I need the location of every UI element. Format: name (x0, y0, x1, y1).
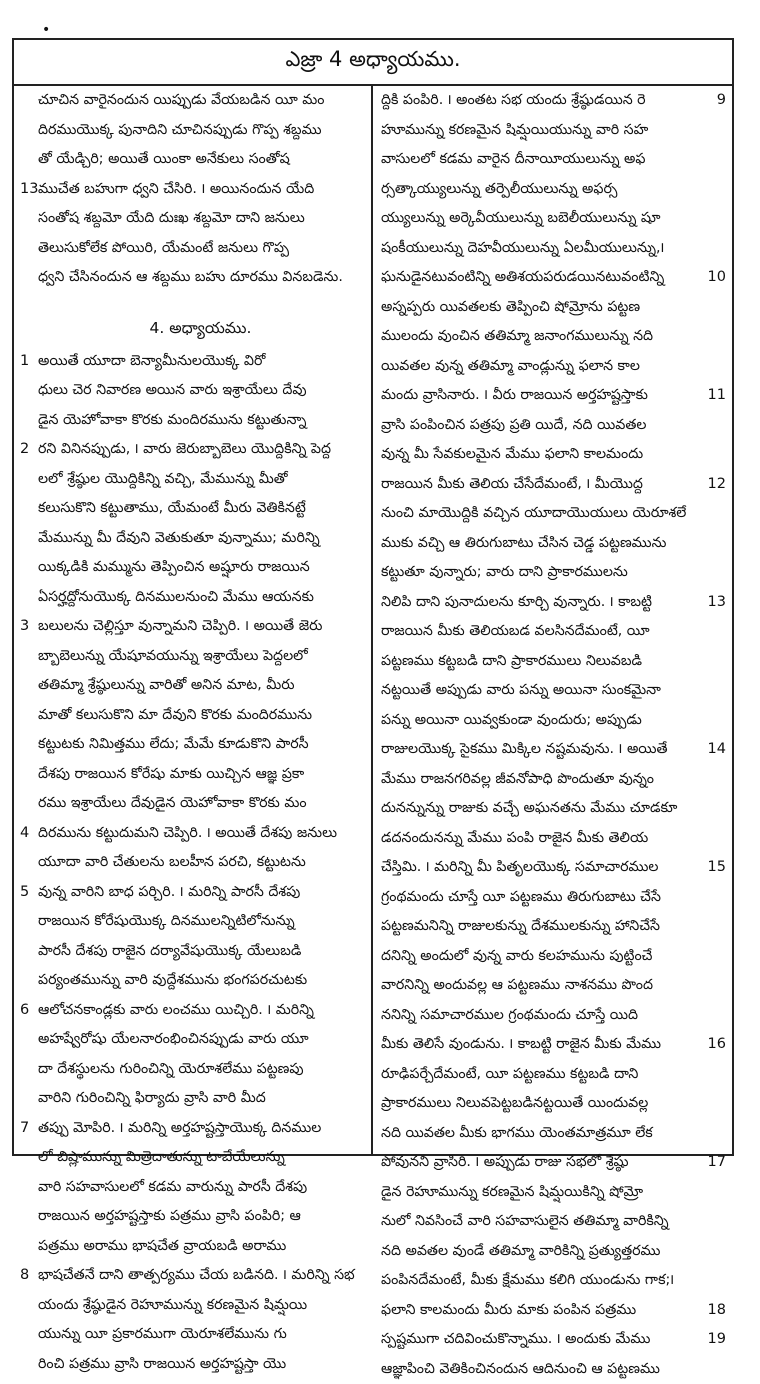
text-line (38, 263, 363, 293)
verse-number: 6 (20, 996, 29, 1026)
line-text: రూఢిపర్చేదేమంటే, యీ పట్టణము కట్టబడి దాని (381, 1066, 638, 1082)
text-line (381, 558, 702, 588)
verse-number: 9 (717, 86, 726, 116)
line-text: పట్టణమనిన్ని రాజులకున్ను దేశములకున్ను హానిచేసే (381, 918, 660, 934)
line-text: వారనిన్ని అందువల్ల ఆ పట్టణము నాశనము పొంద (381, 977, 653, 993)
verse-number: 16 (708, 1030, 726, 1060)
line-text: నది అవతల వుండే తతిమ్మా వారికిన్ని ప్రత్యుత్తరము (381, 1243, 660, 1259)
line-text: య్యులున్ను అర్కెవీయులున్ను బబెలీయులున్ను షూ (381, 210, 661, 226)
running-title: ఎజ్రా 4 అధ్యాయము. (285, 47, 460, 77)
verse-number: 17 (708, 1148, 726, 1178)
text-line (38, 1025, 363, 1055)
verse-number: 18 (708, 1296, 726, 1326)
text-line (381, 617, 702, 647)
text-line (381, 1119, 702, 1149)
line-text: కట్టుటకు నిమిత్తము లేదు; మేమే కూడుకొని పారసీ (38, 736, 309, 752)
text-line (38, 175, 363, 205)
text-line (381, 116, 702, 146)
text-line (381, 706, 702, 736)
line-text: యివతల వున్న తతిమ్మా వాండ్లున్ను ఫలాన కాల (381, 358, 640, 374)
page-mark: • (42, 22, 50, 38)
line-text: వారి సహవాసులలో కడమ వారున్ను పారసీ దేశపు (38, 1179, 307, 1195)
line-text: అయితే యూదా బెన్యామీనులయొక్క విరో (38, 353, 265, 369)
line-text: ధ్వని చేసినందున ఆ శబ్దము బహు దూరము వినబడెను. (38, 269, 343, 285)
line-text: ములందు వుంచిన తతిమ్మా జనాంగములున్ను నది (381, 328, 653, 344)
text-line (381, 942, 702, 972)
line-text: కలుసుకొని కట్టుతాము, యేమంటే మీరు వెతికినట్టే (38, 500, 306, 516)
text-line (38, 116, 363, 146)
text-line (38, 819, 363, 849)
text-line (381, 676, 702, 706)
verse-number: 7 (20, 1114, 29, 1144)
line-text: పోవునని వ్రాసిరి. ౹ అప్పుడు రాజు సభలో శ్రేష్ఠు (381, 1154, 629, 1170)
line-text: దిరమును కట్టుదుమని చెప్పిరి. ౹ అయితే దేశపు జనులు (38, 825, 337, 841)
text-line (381, 1178, 702, 1208)
line-text: డైన రెహూమున్ను కరణమైన షిమ్షయికిన్ని షోమ్రో (381, 1184, 643, 1200)
line-text: గ్రంథమందు చూస్తే యీ పట్టణము తిరుగుబాటు చేసే (381, 889, 661, 905)
verse-number: 11 (708, 381, 726, 411)
verse-number: 1 (20, 347, 29, 377)
line-text: రాజయిన అర్తహష్టస్తాకు పత్రము వ్రాసి పంపిరి; ఆ (38, 1208, 301, 1224)
text-line (38, 642, 363, 672)
text-line (381, 1355, 702, 1384)
line-text: దిరముయొక్క పునాదిని చూచినప్పుడు గొప్ప శబ్దము (38, 122, 322, 138)
text-line (381, 1148, 702, 1178)
text-line (38, 1084, 363, 1114)
line-text: ఫలాని కాలమందు మీరు మాకు పంపిన పత్రము (381, 1302, 636, 1318)
verse-number: 2 (20, 435, 29, 465)
text-line (38, 406, 363, 436)
text-line (381, 735, 702, 765)
line-text: మందు వ్రాసినారు. ౹ వీరు రాజయిన అర్తహష్టస్తాకు (381, 387, 648, 403)
line-text: యూదా వారి చేతులను బలహీన పరచి, కట్టుటను (38, 854, 306, 870)
text-line (381, 588, 702, 618)
line-text: కట్టుతూ వున్నారు; వారు దాని ప్రాకారములను (381, 564, 628, 580)
text-line (381, 204, 702, 234)
line-text: నులో నివసించే వారి సహవాసులైన తతిమ్మా వారికిన్ని (381, 1213, 669, 1229)
text-line (38, 1114, 363, 1144)
line-text: మీకు తెలిసే వుండును. ౹ కాబట్టి రాజైన మీకు మేము (381, 1036, 661, 1052)
text-line (381, 175, 702, 205)
verse-number: 4 (20, 819, 29, 849)
text-line (38, 1055, 363, 1085)
line-text: నుంచి మాయొద్దికి వచ్చిన యూదాయొయులు యెరూశలే (381, 505, 686, 521)
text-line (381, 411, 702, 441)
line-text: తతిమ్మా శ్రేష్ఠులున్ను వారితో అనిన మాట, మీరు (38, 677, 295, 693)
text-line (38, 937, 363, 967)
line-text: రాజులయొక్క సైకము మిక్కిల నష్టమవును. ౹ అయితే (381, 741, 668, 757)
line-text: వ్రాసి పంపించిన పత్రపు ప్రతి యిదే, నది యివతల (381, 417, 646, 433)
text-line (381, 1207, 702, 1237)
line-text: నట్టయితే అప్పుడు వారు పన్ను అయినా సుంకమైనా (381, 682, 661, 698)
text-line (381, 1325, 702, 1355)
line-text: అహష్వేరోషు యేలనారంభించినప్పుడు వారు యూ (38, 1031, 309, 1047)
line-text: దనిన్ని అందులో వున్న వారు కలహమును పుట్టించే (381, 948, 652, 964)
line-text: లో బిష్లామున్ను మిత్రెదాతున్ను టాబేయేలున్ను (38, 1149, 285, 1165)
text-line (38, 848, 363, 878)
line-text: రము ఇశ్రాయేలు దేవుడైన యెహోవాకా కొరకు మం (38, 795, 307, 811)
verse-number: 3 (20, 612, 29, 642)
line-text: సంతోష శబ్దమో యేది దుఃఖ శబ్దమో దాని జనులు (38, 210, 305, 226)
text-line (381, 499, 702, 529)
verse-number: 13 (708, 588, 726, 618)
right-column (373, 86, 732, 1154)
text-line (38, 760, 363, 790)
line-text: వాసులలో కడమ వారైన దీనాయీయులున్ను అఫ (381, 151, 645, 167)
text-line (38, 671, 363, 701)
verse-number: 13 (20, 175, 38, 205)
two-column-body (14, 86, 732, 1154)
page-frame (12, 38, 734, 1156)
line-text: వున్న మీ సేవకులమైన మేము ఫలాని కాలమందు (381, 446, 643, 462)
line-text: పత్రము అరాము భాషచేత వ్రాయబడి అరాము (38, 1238, 286, 1254)
line-text: ఆలోచనకాండ్లకు వారు లంచము యిచ్చిరి. ౹ మరిన్ని (38, 1002, 314, 1018)
line-text: పారసీ దేశపు రాజైన దర్యావేషుయొక్క యేలుబడి (38, 943, 301, 959)
line-text: లలో శ్రేష్ఠుల యొద్దికిన్ని వచ్చి, మేమున్ను మీతో (38, 471, 288, 487)
line-text: తప్పు మోపిరి. ౹ మరిన్ని అర్తహష్టస్తాయొక్క దినముల (38, 1120, 321, 1136)
spacer (38, 293, 363, 309)
line-text: పర్యంతమున్ను వారి వుద్దేశమును భంగపరచుటకు (38, 972, 307, 988)
verse-number: 19 (708, 1325, 726, 1355)
line-text: రాజయిన కోరేషుయొక్క దినములన్నిటిలోనున్ను (38, 913, 295, 929)
text-line (38, 1143, 363, 1173)
text-line (381, 883, 702, 913)
text-line (381, 971, 702, 1001)
verse-number: 10 (708, 263, 726, 293)
text-line (381, 824, 702, 854)
line-text: యున్ను యీ ప్రకారముగా యెరూశలేమును గు (38, 1326, 287, 1342)
line-text: తో యేడ్చిరి; అయితే యింకా అనేకులు సంతోష (38, 151, 290, 167)
text-line (381, 86, 702, 116)
line-text: ముచేత బహుగా ధ్వని చేసిరి. ౹ అయినందున యేది (38, 181, 314, 197)
text-line (38, 878, 363, 908)
verse-number: 5 (20, 878, 29, 908)
line-text: నది యివతల మీకు భాగము యెంతమాత్రమూ లేక (381, 1125, 653, 1141)
text-line (38, 789, 363, 819)
text-line (381, 1266, 702, 1296)
text-line (38, 1202, 363, 1232)
text-line (38, 524, 363, 554)
text-line (38, 612, 363, 642)
line-text: ఘనుడైనటువంటిన్ని అతిశయపరుడయినటువంటిన్ని (381, 269, 664, 285)
text-line (38, 730, 363, 760)
text-line (381, 912, 702, 942)
line-text: భాషచేతనే దాని తాత్పర్యము చేయ బడినది. ౹ మరిన్ని సభ (38, 1267, 355, 1283)
line-text: దునన్నున్ను రాజుకు వచ్చే అఘనతను మేము చూడకూ (381, 800, 677, 816)
text-line (38, 347, 363, 377)
text-line (381, 145, 702, 175)
text-line (38, 1320, 363, 1350)
line-text: నిలిపి దాని పునాదులను కూర్చి వున్నారు. ౹ కాబట్టి (381, 594, 652, 610)
line-text: తెలుసుకోలేక పోయిరి, యేమంటే జనులు గొప్ప (38, 240, 289, 256)
line-text: మేమున్ను మీ దేవుని వెతుకుతూ వున్నాము; మరిన్ని (38, 530, 320, 546)
verse-number: 12 (708, 470, 726, 500)
text-line (381, 263, 702, 293)
verse-number: 15 (708, 853, 726, 883)
text-line (381, 234, 702, 264)
text-line (381, 470, 702, 500)
line-text: స్పష్టముగా చదివించుకొన్నాము. ౹ అందుకు మేము (381, 1331, 650, 1347)
line-text: రని వినినప్పుడు, ౹ వారు జెరుబ్బాబెలు యొద్దికిన్ని పెద్ద (38, 441, 331, 457)
line-text: వారిని గురించిన్ని ఫిర్యాదు వ్రాసి వారి మీద (38, 1090, 266, 1106)
line-text: పంపినదేమంటే, మీకు క్షేమము కలిగి యుండును గాక;౹ (381, 1272, 674, 1288)
text-line (38, 553, 363, 583)
text-line (38, 145, 363, 175)
text-line (38, 583, 363, 613)
text-line (38, 1261, 363, 1291)
line-text: యిక్కడికి మమ్మును తెప్పించిన అష్షూరు రాజయిన (38, 559, 310, 575)
text-line (38, 1232, 363, 1262)
text-line (38, 996, 363, 1026)
line-text: అస్నప్పరు యివతలకు తెప్పించి షోమ్రోను పట్టణ (381, 299, 640, 315)
text-line (381, 647, 702, 677)
chapter-heading: 4. అధ్యాయము. (38, 309, 363, 347)
line-text: బలులను చెల్లిస్తూ వున్నామని చెప్పిరి. ౹ అయితే జెరు (38, 618, 322, 634)
text-line (381, 1060, 702, 1090)
text-line (38, 1291, 363, 1321)
text-line (381, 293, 702, 323)
text-line (38, 86, 363, 116)
text-line (381, 440, 702, 470)
line-text: ర్సత్కాయ్యులున్ను తర్పెలీయులున్ను అఫర్స (381, 181, 617, 197)
text-line (381, 794, 702, 824)
line-text: దా దేశస్థులను గురించిన్ని యెరూశలేము పట్టణపు (38, 1061, 304, 1077)
line-text: ముకు వచ్చి ఆ తిరుగుబాటు చేసిన చెడ్డ పట్టణమును (381, 535, 666, 551)
line-text: షంకీయులున్ను దెహవీయులున్ను ఏలమీయులున్ను,౹ (381, 240, 664, 256)
line-text: చేస్తిమి. ౹ మరిన్ని మీ పితృలయొక్క సమాచారముల (381, 859, 658, 875)
line-text: ద్దికి పంపిరి. ౹ అంతట సభ యందు శ్రేష్ఠుడయిన రె (381, 92, 646, 108)
text-line (381, 1030, 702, 1060)
text-line (38, 376, 363, 406)
text-line (381, 322, 702, 352)
text-line (38, 1173, 363, 1203)
text-line (38, 701, 363, 731)
line-text: రాజయిన మీకు తెలియ చేసేదేమంటే, ౹ మీయొద్ద (381, 476, 643, 492)
text-line (381, 529, 702, 559)
text-line (381, 765, 702, 795)
line-text: రాజయిన మీకు తెలియబడ వలసినదేమంటే, యీ (381, 623, 650, 639)
text-line (381, 381, 702, 411)
line-text: డదనందునన్ను మేము పంపి రాజైన మీకు తెలియ (381, 830, 648, 846)
verse-number: 8 (20, 1261, 29, 1291)
verse-number: 14 (708, 735, 726, 765)
text-line (381, 1089, 702, 1119)
line-text: యందు శ్రేష్ఠుడైన రెహూమున్ను కరణమైన షిమ్షయి (38, 1297, 307, 1313)
line-text: మేము రాజనగరివల్ల జీవనోపాధి పొందుతూ వున్నం (381, 771, 654, 787)
line-text: మాతో కలుసుకొని మా దేవుని కొరకు మందిరమును (38, 707, 312, 723)
line-text: పన్ను అయినా యివ్వకుండా వుందురు; అప్పుడు (381, 712, 642, 728)
line-text: చూచిన వారైనందున యిప్పుడు వేయబడిన యీ మం (38, 92, 324, 108)
line-text: ననిన్ని సమాచారముల గ్రంథమందు చూస్తే యిది (381, 1007, 638, 1023)
text-line (38, 204, 363, 234)
text-line (38, 966, 363, 996)
text-line (381, 1001, 702, 1031)
text-line (38, 1350, 363, 1380)
line-text: ప్రాకారములు నిలువపెట్టబడినట్టయితే యిందువల్ల (381, 1095, 648, 1111)
line-text: బ్బాబెలున్ను యేషూవయున్ను ఇశ్రాయేలు పెద్దలలో (38, 648, 308, 664)
line-text: హూమున్ను కరణమైన షిమ్షయియున్ను వారి సహ (381, 122, 648, 138)
left-column (14, 86, 373, 1154)
text-line (381, 352, 702, 382)
line-text: వున్న వారిని బాధ పర్చిరి. ౹ మరిన్ని పారసీ దేశపు (38, 884, 300, 900)
text-line (381, 1237, 702, 1267)
text-line (38, 435, 363, 465)
text-line (38, 907, 363, 937)
line-text: డైన యెహోవాకా కొరకు మందిరమును కట్టుతున్నా (38, 412, 306, 428)
line-text: ఏసర్హద్దోనుయొక్క దినములనుంచి మేము ఆయనకు (38, 589, 314, 605)
text-line (38, 465, 363, 495)
line-text: రించి పత్రము వ్రాసి రాజయిన అర్తహష్టస్తా యొ (38, 1356, 286, 1372)
line-text: పట్టణము కట్టబడి దాని ప్రాకారములు నిలువబడి (381, 653, 642, 669)
text-line (38, 234, 363, 264)
line-text: ధులు చెర నివారణ అయిన వారు ఇశ్రాయేలు దేవు (38, 382, 307, 398)
text-line (381, 853, 702, 883)
page-header (14, 40, 732, 86)
text-line (381, 1296, 702, 1326)
text-line (38, 494, 363, 524)
line-text: ఆజ్ఞాపించి వెతికించినందున ఆదినుంచి ఆ పట్టణము (381, 1361, 660, 1377)
line-text: దేశపు రాజయిన కోరేషు మాకు యిచ్చిన ఆజ్ఞ ప్రకా (38, 766, 304, 782)
